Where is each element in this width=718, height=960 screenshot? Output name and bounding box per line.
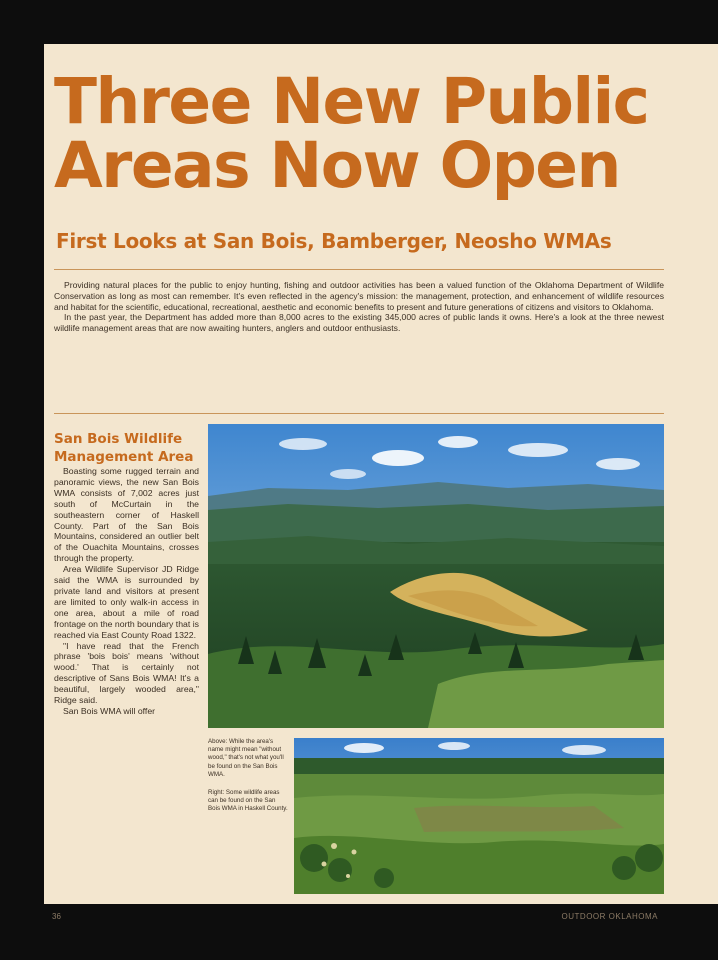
landscape-photo [208, 424, 664, 728]
intro-text [54, 280, 664, 334]
body-paragraph: Boasting some rugged terrain and panoramic views, the new San Bois WMA consists of 7,002 acres just south of McCurtain in the southeastern corner of Haskell County. Part of the San Bois Mountains, considered an outlier belt of the Ouachita Mountains, crosses through the property. [54, 466, 199, 564]
intro-paragraph: In the past year, the Department has added more than 8,000 acres to the existing 345,000 acres of public lands it owns. Here's a look at the three newest wildlife management areas that are now awaiting hunters, anglers and outdoor enthusiasts. [54, 312, 664, 334]
page-number: 36 [52, 912, 61, 921]
section-body [54, 466, 199, 896]
divider-top [54, 269, 664, 270]
photo-captions [208, 738, 288, 824]
meadow-photo [294, 738, 664, 894]
magazine-page [44, 44, 718, 904]
body-paragraph: Area Wildlife Supervisor JD Ridge said the WMA is surrounded by private land and visitors at present are limited to only walk-in access in one area, about a mile of road frontage on the north boundary that is reached via East County Road 1322. [54, 564, 199, 640]
caption-main: Above: While the area's name might mean "without wood," that's not what you'll be found on the San Bois WMA. [208, 738, 284, 778]
divider-bottom [54, 413, 664, 414]
article-subtitle: First Looks at San Bois, Bamberger, Neosho WMAs [56, 229, 612, 253]
section-heading: San Bois Wildlife Management Area [54, 431, 194, 465]
article-title: Three New Public Areas Now Open [54, 65, 649, 202]
caption-second: Right: Some wildlife areas can be found on the San Bois WMA in Haskell County. [208, 789, 288, 813]
magazine-name: OUTDOOR OKLAHOMA [561, 912, 658, 921]
intro-paragraph: Providing natural places for the public to enjoy hunting, fishing and outdoor activities has been a valued function of the Oklahoma Department of Wildlife Conservation as long as most can remember. It's even reflected in the agency's mission: the management, protection, and enhancement of wildlife resources and habitat for the scientific, educational, recreational, aesthetic and economic benefits to present and future generations of citizens and visitors to Oklahoma. [54, 280, 664, 312]
body-paragraph: San Bois WMA will offer [63, 705, 156, 716]
body-paragraph: "I have read that the French phrase 'bois bois' means 'without wood.' That is certainly not descriptive of Sans Bois WMA! It's a beautiful, largely wooded area," Ridge said. [54, 640, 199, 706]
